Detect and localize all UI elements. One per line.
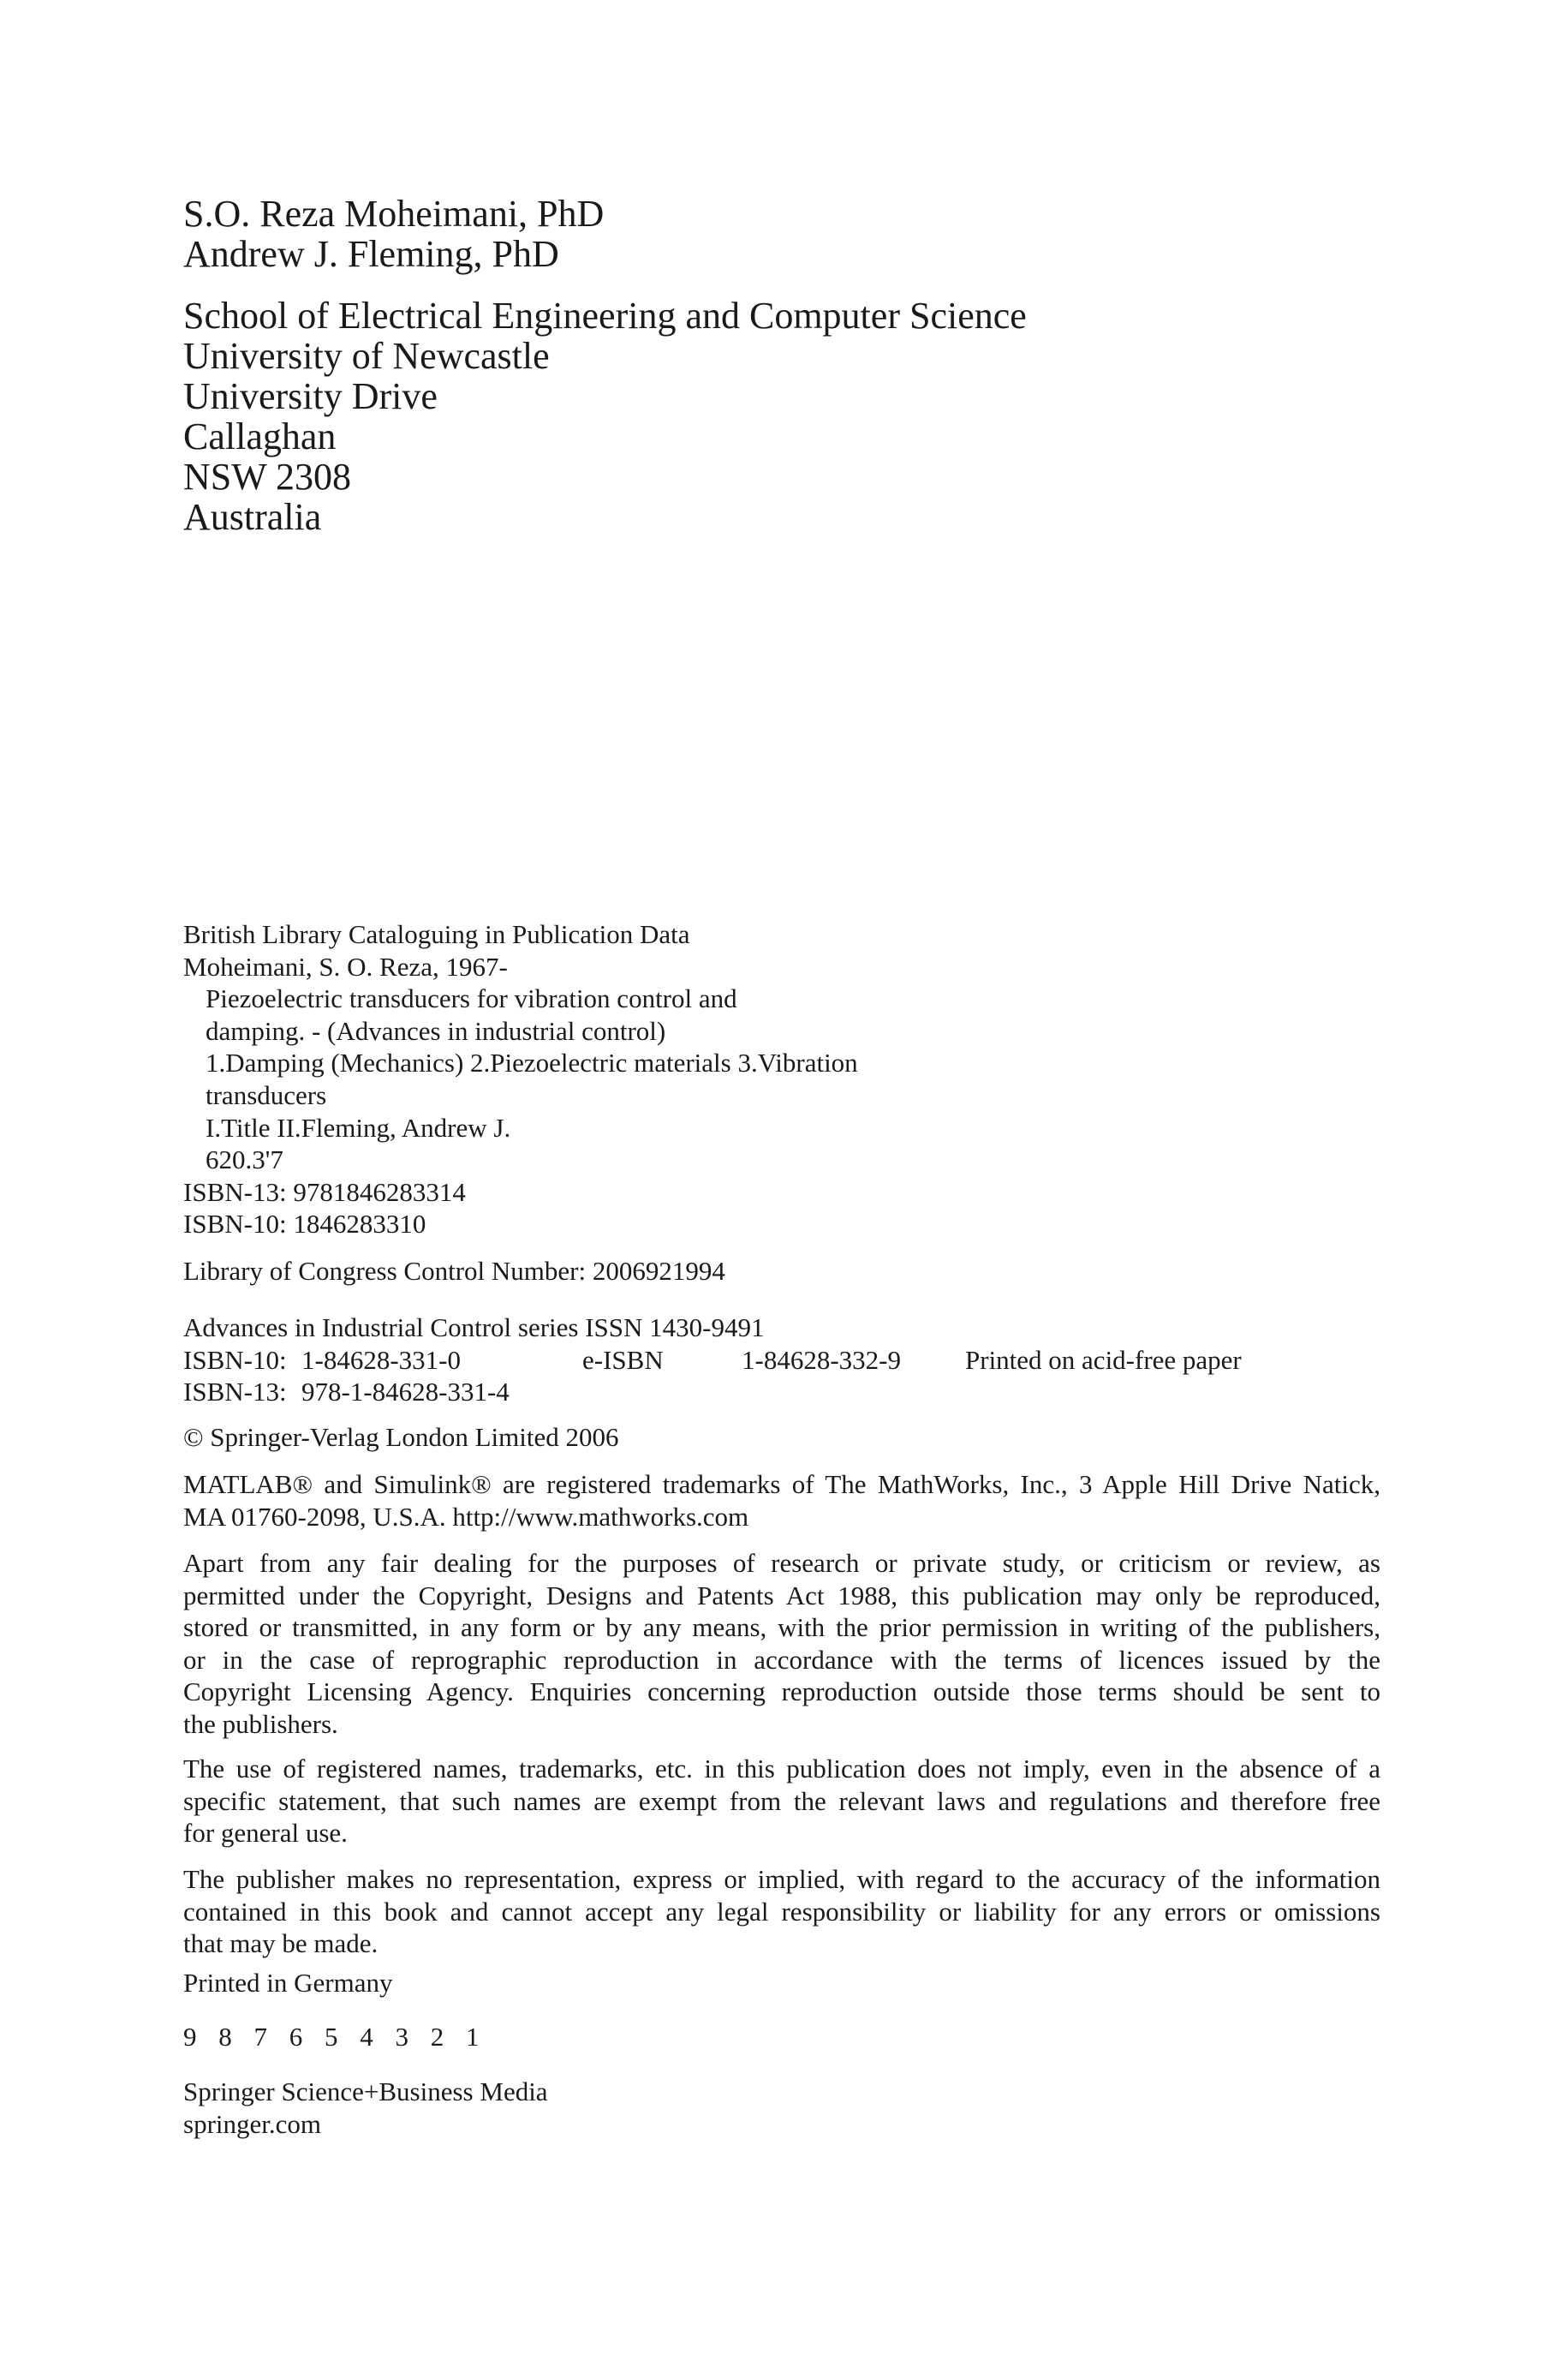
cip-heading: British Library Cataloguing in Publication Data xyxy=(183,919,690,949)
registered-names-paragraph xyxy=(183,1753,1380,1849)
isbn13-label: ISBN-13: xyxy=(183,1377,287,1407)
printed-in-text: Printed in Germany xyxy=(183,1968,393,1998)
address-line: Callaghan xyxy=(183,415,337,457)
isbn10-label: ISBN-10: xyxy=(183,1344,287,1375)
isbn13-value: 978-1-84628-331-4 xyxy=(301,1377,510,1407)
address-line: School of Electrical Engineering and Computer Science xyxy=(183,295,1027,337)
paragraph-line: permitted under the Copyright, Designs and Patents Act 1988, this publication may only be reproduced, xyxy=(183,1580,1380,1610)
copyright-notice xyxy=(183,1421,1382,1454)
imprint-url: springer.com xyxy=(183,2108,321,2139)
cip-classification: 620.3'7 xyxy=(206,1144,283,1175)
cip-author-entry: Moheimani, S. O. Reza, 1967- xyxy=(183,951,508,982)
paragraph-line: that may be made. xyxy=(183,1928,379,1959)
fair-dealing-paragraph xyxy=(183,1547,1380,1741)
cip-subjects: transducers xyxy=(206,1079,327,1110)
paragraph-line: The publisher makes no representation, express or implied, with regard to the accuracy of the information xyxy=(183,1864,1380,1894)
address-line: University Drive xyxy=(183,375,438,417)
author-address xyxy=(183,296,1382,537)
imprint-line: Springer Science+Business Media xyxy=(183,2076,548,2106)
paragraph-line: contained in this book and cannot accept any legal responsibility or liability for any errors or omissions xyxy=(183,1896,1380,1927)
trademark-line: MATLAB® and Simulink® are registered trademarks of The MathWorks, Inc., 3 Apple Hill Drive Natick, xyxy=(183,1469,1380,1499)
acid-free-note: Printed on acid-free paper xyxy=(965,1344,1242,1375)
paragraph-line: or in the case of reprographic reproduction in accordance with the terms of licences issued by the xyxy=(183,1644,1380,1675)
eisbn-value: 1-84628-332-9 xyxy=(742,1344,901,1375)
cataloguing-data xyxy=(183,918,1382,1240)
print-line-text: 9 8 7 6 5 4 3 2 1 xyxy=(183,2022,487,2052)
paragraph-line: The use of registered names, trademarks, etc. in this publication does not imply, even in the absence of a xyxy=(183,1754,1380,1784)
print-line xyxy=(183,2021,1382,2053)
publisher-disclaimer-paragraph xyxy=(183,1863,1380,1960)
paragraph-line: specific statement, that such names are exempt from the relevant laws and regulations and therefore free xyxy=(183,1785,1380,1816)
address-line: University of Newcastle xyxy=(183,335,550,377)
paragraph-line: the publishers. xyxy=(183,1708,338,1739)
eisbn-label: e-ISBN xyxy=(582,1344,664,1375)
imprint xyxy=(183,2076,1382,2140)
cip-title: damping. - (Advances in industrial control) xyxy=(206,1015,666,1046)
paragraph-line: Copyright Licensing Agency. Enquiries concerning reproduction outside those terms should be sent to xyxy=(183,1676,1380,1707)
address-line: Australia xyxy=(183,496,322,538)
cip-isbn13: ISBN-13: 9781846283314 xyxy=(183,1176,466,1207)
author-name: Andrew J. Fleming, PhD xyxy=(183,233,559,275)
author-name: S.O. Reza Moheimani, PhD xyxy=(183,193,605,235)
series-info xyxy=(183,1311,1382,1408)
trademark-line: MA 01760-2098, U.S.A. http://www.mathworks.com xyxy=(183,1501,749,1532)
author-list xyxy=(183,194,1382,274)
paragraph-line: stored or transmitted, in any form or by any means, with the prior permission in writing of the publishers, xyxy=(183,1612,1380,1643)
cip-title: Piezoelectric transducers for vibration control and xyxy=(206,983,737,1014)
loc-control-number xyxy=(183,1255,1382,1288)
isbn10-value: 1-84628-331-0 xyxy=(301,1344,461,1375)
paragraph-line: Apart from any fair dealing for the purposes of research or private study, or criticism or review, as xyxy=(183,1548,1380,1578)
loc-text: Library of Congress Control Number: 2006921994 xyxy=(183,1256,725,1286)
cip-added-entries: I.Title II.Fleming, Andrew J. xyxy=(206,1112,511,1143)
cip-isbn10: ISBN-10: 1846283310 xyxy=(183,1209,426,1240)
trademark-notice xyxy=(183,1468,1380,1533)
address-line: NSW 2308 xyxy=(183,456,351,498)
copyright-text: © Springer-Verlag London Limited 2006 xyxy=(183,1422,619,1452)
cip-subjects: 1.Damping (Mechanics) 2.Piezoelectric materials 3.Vibration xyxy=(206,1048,858,1078)
series-issn: Advances in Industrial Control series ISSN 1430-9491 xyxy=(183,1312,765,1342)
paragraph-line: for general use. xyxy=(183,1818,348,1849)
printed-in xyxy=(183,1967,1382,1999)
